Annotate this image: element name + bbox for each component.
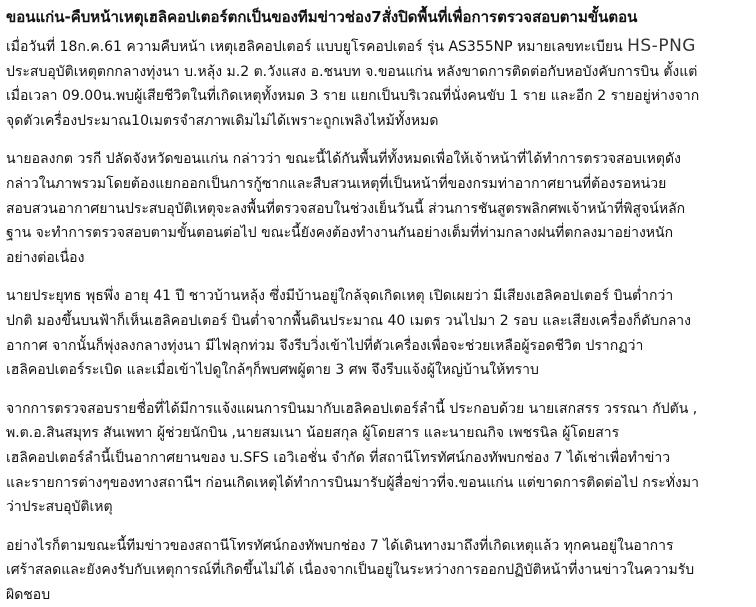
paragraph-line: พ.ต.อ.สินสมุทร สันเพทา ผู้ช่วยนักบิน ,นายสมเนา น้อยสกุล ผู้โดยสาร และนายณกิจ เพชรนิล ผู้โดยสาร [6, 425, 620, 442]
paragraph-line: เศร้าสลดและยังคงรับกับเหตุการณ์ที่เกิดขึ้นไม่ได้ เนื่องจากเป็นอยู่ในระหว่างการออกปฏิบัติหน้าที่งานข่าวในความรับ [6, 562, 695, 579]
paragraph-line: จากการตรวจสอบรายชื่อที่ได้มีการแจ้งแผนการบินมากับเฮลิคอปเตอร์ลำนี้ ประกอบด้วย นายเสกสรร วรรณา กัปตัน , [6, 400, 698, 417]
registration-number: HS-PNG [627, 36, 696, 56]
paragraph-line: ว่าประสบอุบัติเหตุ [6, 499, 113, 516]
paragraph-line: อย่างต่อเนื่อง [6, 249, 85, 266]
paragraph-line [6, 34, 746, 60]
article-headline: ขอนแก่น-คืบหน้าเหตุเฮลิคอปเตอร์ตกเป็นของทีมข่าวช่อง7สั่งปิดพื้นที่เพื่อการตรวจสอบตามขั้นตอน [6, 8, 638, 26]
paragraph-line: เฮลิคอปเตอร์ลำนี้เป็นอากาศยานของ บ.SFS เอวิเอชั่น จำกัด ที่สถานีโทรทัศน์กองทัพบกช่อง 7 ได้เช่าเพื่อทำข่าว [6, 449, 671, 466]
paragraph-line: กล่าวในภาพรวมโดยต้องแยกออกเป็นการกู้ซากและสืบสวนเหตุที่เป็นหน้าที่ของกรมท่าอากาศยานที่ต้องรอหน่วย [6, 175, 667, 192]
paragraph-line: ประสบอุบัติเหตุตกกลางทุ่งนา บ.หลุ้ง ม.2 ต.วังแสง อ.ชนบท จ.ขอนแก่น หลังขาดการติดต่อกับหอบังคับการบิน ตั้งแต่ [6, 63, 698, 80]
article-paragraph-2 [6, 147, 746, 270]
paragraph-line: ฐาน จะทำการตรวจสอบตามขั้นตอนต่อไป ขณะนี้ยังคงต้องทำงานกันอย่างเต็มที่ท่ามกลางฝนที่ตกลงมาอย่างหนัก [6, 225, 674, 242]
paragraph-line: นายอลงกต วรกี ปลัดจังหวัดขอนแก่น กล่าวว่า ขณะนี้ได้กันพื้นที่ทั้งหมดเพื่อให้เจ้าหน้าที่ได้ทำการตรวจสอบเหตุดัง [6, 151, 681, 168]
article-paragraph-4 [6, 397, 746, 520]
paragraph-line: สอบสวนอากาศยานประสบอุบัติเหตุจะลงพื้นที่ตรวจสอบในช่วงเย็นวันนี้ ส่วนการชันสูตรพลิกศพเจ้าหน้าที่พิสูจน์หลัก [6, 200, 686, 217]
paragraph-line: ผิดชอบ [6, 586, 51, 603]
paragraph-line: นายประยุทธ พุธพึ่ง อายุ 41 ปี ชาวบ้านหลุ้ง ซึ่งมีบ้านอยู่ใกล้จุดเกิดเหตุ เปิดเผยว่า มีเสียงเฮลิคอปเตอร์ บินต่ำกว่า [6, 288, 674, 305]
paragraph-line: เมื่อเวลา 09.00น.พบผู้เสียชีวิตในที่เกิดเหตุทั้งหมด 3 ราย แยกเป็นบริเวณที่นั่งคนขับ 1 ราย และอีก 2 รายอยู่ห่างจาก [6, 88, 700, 105]
paragraph-line: อากาศ จากนั้นก็พุ่งลงกลางทุ่งนา มีไฟลุกท่วม จึงรีบวิ่งเข้าไปที่ตัวเครื่องเพื่อจะช่วยเหลือผู้รอดชีวิต ปรากฏว่า [6, 337, 644, 354]
line-text: เมื่อวันที่ 18ก.ค.61 ความคืบหน้า เหตุเฮลิคอปเตอร์ แบบยูโรคอปเตอร์ รุ่น AS355NP หมายเลขทะเบียน [6, 39, 628, 55]
paragraph-line: ปกติ มองขึ้นบนฟ้าก็เห็นเฮลิคอปเตอร์ บินต่ำจากพื้นดินประมาณ 40 เมตร วนไปมา 2 รอบ และเสียงเครื่องก็ดับกลาง [6, 312, 691, 329]
paragraph-line: เฮลิคอปเตอร์ระเบิด และเมื่อเข้าไปดูใกล้ๆก็พบศพผู้ตาย 3 ศพ จึงรีบแจ้งผู้ใหญ่บ้านให้ทราบ [6, 362, 539, 379]
paragraph-line: และรายการต่างๆของทางสถานีฯ ก่อนเกิดเหตุได้ทำการบินมารับผู้สื่อข่าวที่จ.ขอนแก่น แต่ขาดการติดต่อไป กระทั่งมา [6, 474, 699, 491]
article-paragraph-1 [6, 34, 746, 133]
paragraph-line: อย่างไรก็ตามขณะนี้ทีมข่าวของสถานีโทรทัศน์กองทัพบกช่อง 7 ได้เดินทางมาถึงที่เกิดเหตุแล้ว ทุกคนอยู่ในอาการ [6, 537, 674, 554]
article-paragraph-5 [6, 534, 746, 607]
paragraph-line: จุดตัวเครื่องประมาณ10เมตรจำสภาพเดิมไม่ได้เพราะถูกเพลิงไหม้ทั้งหมด [6, 112, 439, 129]
article-paragraph-3 [6, 284, 746, 382]
